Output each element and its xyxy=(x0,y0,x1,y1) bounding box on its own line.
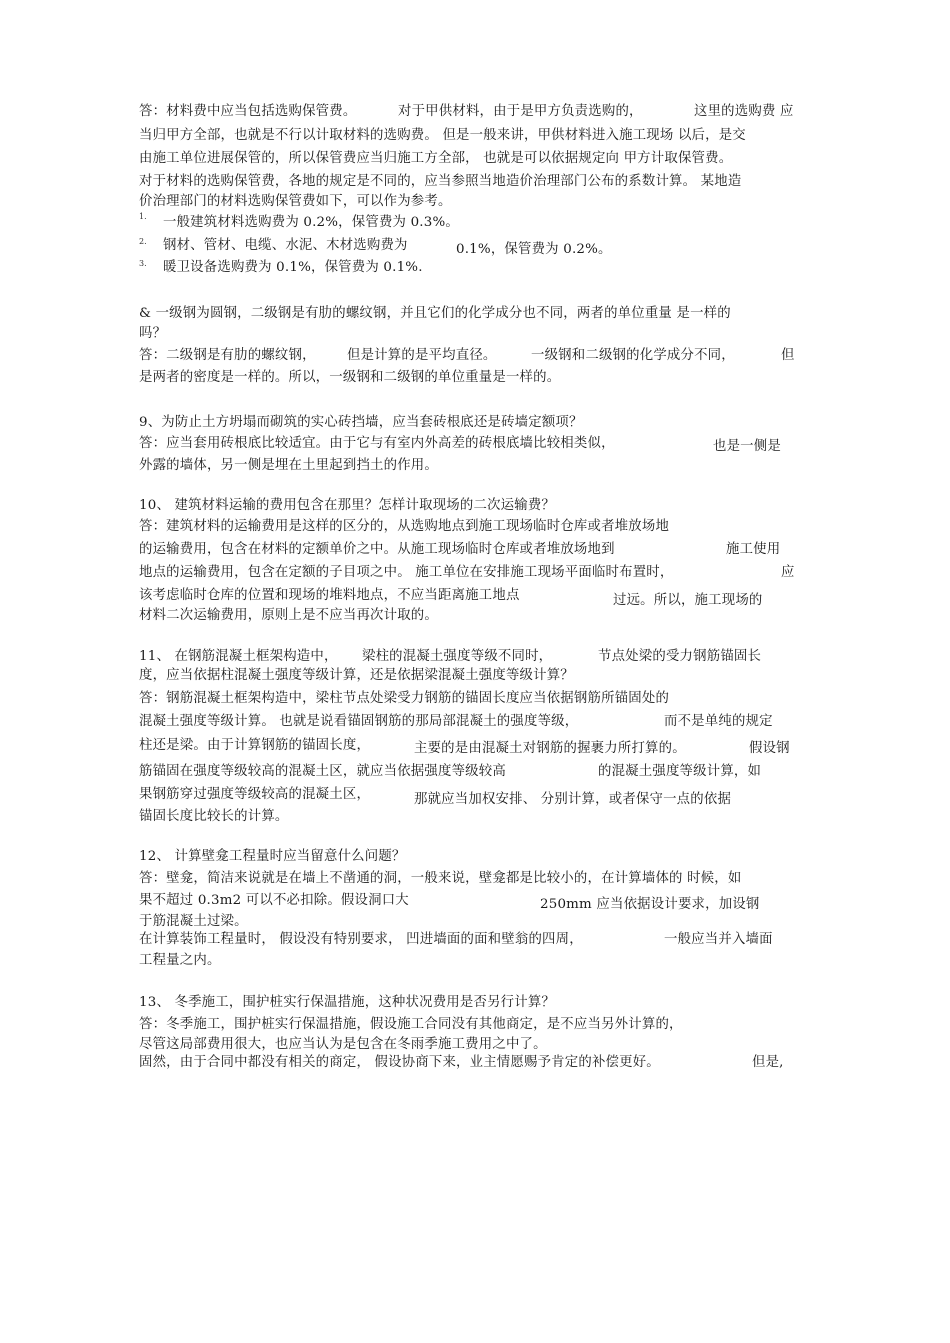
list-item-continuation: 0.1%，保管费为 0.2%。 xyxy=(456,242,612,257)
answer-line: 答：壁龛，简洁来说就是在墙上不凿通的洞，一般来说，壁龛都是比较小的，在计算墙体的 时候，如 xyxy=(139,871,742,886)
text-line: 这里的选购费 应 xyxy=(694,104,794,119)
answer-line: 果钢筋穿过强度等级较高的混凝土区， xyxy=(139,787,371,802)
answer-line: 的运输费用，包含在材料的定额单价之中。从施工现场临时仓库或者堆放场地到 xyxy=(139,542,615,557)
answer-line: 一级钢和二级钢的化学成分不同， xyxy=(531,348,735,363)
answer-line: 尽管这局部费用很大，也应当认为是包含在冬雨季施工费用之中了。 xyxy=(139,1037,547,1052)
text-line: 当归甲方全部，也就是不行以计取材料的选购费。 但是一般来讲，甲供材料进入施工现场 以后，是交 xyxy=(139,128,746,143)
question-line: 吗？ xyxy=(139,326,167,341)
answer-line: 答：二级钢是有肋的螺纹钢， xyxy=(139,348,316,363)
answer-line: 假设钢 xyxy=(749,741,790,756)
answer-line: 但是, xyxy=(752,1055,784,1070)
answer-line: 而不是单纯的规定 xyxy=(664,714,773,729)
answer-line: 筋锚固在强度等级较高的混凝土区，就应当依据强度等级较高 xyxy=(139,764,506,779)
answer-line: 是两者的密度是一样的。所以，一级钢和二级钢的单位重量是一样的。 xyxy=(139,370,561,385)
answer-line: 答：建筑材料的运输费用是这样的区分的，从选购地点到施工现场临时仓库或者堆放场地 xyxy=(139,519,670,534)
list-number: 3. xyxy=(139,259,147,268)
text-line: 价治理部门的材料选购保管费如下，可以作为参考。 xyxy=(139,194,452,209)
answer-line: 混凝土强度等级计算。 也就是说看锚固钢筋的那局部混凝土的强度等级， xyxy=(139,714,579,729)
text-line: 由施工单位进展保管的，所以保管费应当归施工方全部， 也就是可以依据规定向 甲方计取保管费。 xyxy=(139,151,733,166)
answer-line: 250mm 应当依据设计要求，加设钢 xyxy=(540,897,760,912)
question-line: 梁柱的混凝土强度等级不同时， xyxy=(362,649,553,664)
answer-line: 一般应当并入墙面 xyxy=(664,932,773,947)
list-item: 暖卫设备选购费为 0.1%，保管费为 0.1%. xyxy=(163,260,423,275)
answer-line: 该考虑临时仓库的位置和现场的堆料地点，不应当距离施工地点 xyxy=(139,588,520,603)
answer-line: 施工使用 xyxy=(726,542,781,557)
answer-line: 但 xyxy=(781,348,795,363)
list-number: 2. xyxy=(139,237,147,246)
list-item: 一般建筑材料选购费为 0.2%，保管费为 0.3%。 xyxy=(163,215,460,230)
answer-line: 外露的墙体，另一侧是埋在土里起到挡土的作用。 xyxy=(139,458,438,473)
answer-line: 柱还是梁。由于计算钢筋的锚固长度， xyxy=(139,738,371,753)
question-line: 9、为防止土方坍塌而砌筑的实心砖挡墙，应当套砖根底还是砖墙定额项？ xyxy=(139,415,583,430)
answer-line: 果不超过 0.3m2 可以不必扣除。假设洞口大 xyxy=(139,893,409,908)
question-line: 11、 在钢筋混凝土框架构造中， xyxy=(139,649,338,664)
question-line: 度，应当依据柱混凝土强度等级计算，还是依据梁混凝土强度等级计算？ xyxy=(139,668,574,683)
question-line: 10、 建筑材料运输的费用包含在那里？怎样计取现场的二次运输费？ xyxy=(139,498,556,513)
text-line: 对于甲供材料，由于是甲方负责选购的， xyxy=(398,104,643,119)
answer-line: 于筋混凝土过梁。 xyxy=(139,914,248,929)
answer-line: 主要的是由混凝土对钢筋的握裹力所打算的。 xyxy=(414,741,686,756)
list-item: 钢材、管材、电缆、水泥、木材选购费为 xyxy=(163,238,408,253)
list-number: 1. xyxy=(139,212,147,221)
answer-line: 工程量之内。 xyxy=(139,953,221,968)
answer-line: 答：应当套用砖根底比较适宜。由于它与有室内外高差的砖根底墙比较相类似， xyxy=(139,436,615,451)
answer-line: 应 xyxy=(781,565,795,580)
answer-line: 但是计算的是平均直径。 xyxy=(347,348,497,363)
answer-line: 也是一侧是 xyxy=(713,439,781,454)
text-line: 对于材料的选购保管费，各地的规定是不同的，应当参照当地造价治理部门公布的系数计算。 某地造 xyxy=(139,174,742,189)
question-line: 节点处梁的受力钢筋锚固长 xyxy=(598,649,762,664)
question-line: 13、 冬季施工，围护桩实行保温措施，这种状况费用是否另行计算？ xyxy=(139,995,556,1010)
answer-line: 锚固长度比较长的计算。 xyxy=(139,809,289,824)
answer-line: 在计算装饰工程量时， 假设没有特别要求， 凹进墙面的面和壁翁的四周， xyxy=(139,932,583,947)
answer-line: 答：钢筋混凝土框架构造中，梁柱节点处梁受力钢筋的锚固长度应当依据钢筋所锚固处的 xyxy=(139,691,670,706)
text-line: 答：材料费中应当包括选购保管费。 xyxy=(139,104,357,119)
answer-line: 过远。所以，施工现场的 xyxy=(613,593,763,608)
answer-line: 材料二次运输费用，原则上是不应当再次计取的。 xyxy=(139,608,438,623)
answer-line: 地点的运输费用，包含在定额的子目项之中。 施工单位在安排施工现场平面临时布置时， xyxy=(139,565,674,580)
answer-line: 那就应当加权安排、 分别计算，或者保守一点的依据 xyxy=(414,792,732,807)
question-line: 12、 计算壁龛工程量时应当留意什么问题？ xyxy=(139,849,406,864)
question-line: & 一级钢为圆钢，二级钢是有肋的螺纹钢，并且它们的化学成分也不同，两者的单位重量 是一样的 xyxy=(139,306,731,321)
answer-line: 答：冬季施工，围护桩实行保温措施，假设施工合同没有其他商定，是不应当另外计算的， xyxy=(139,1017,683,1032)
answer-line: 固然，由于合同中都没有相关的商定， 假设协商下来，业主情愿赐予肯定的补偿更好。 xyxy=(139,1055,660,1070)
answer-line: 的混凝土强度等级计算，如 xyxy=(598,764,762,779)
